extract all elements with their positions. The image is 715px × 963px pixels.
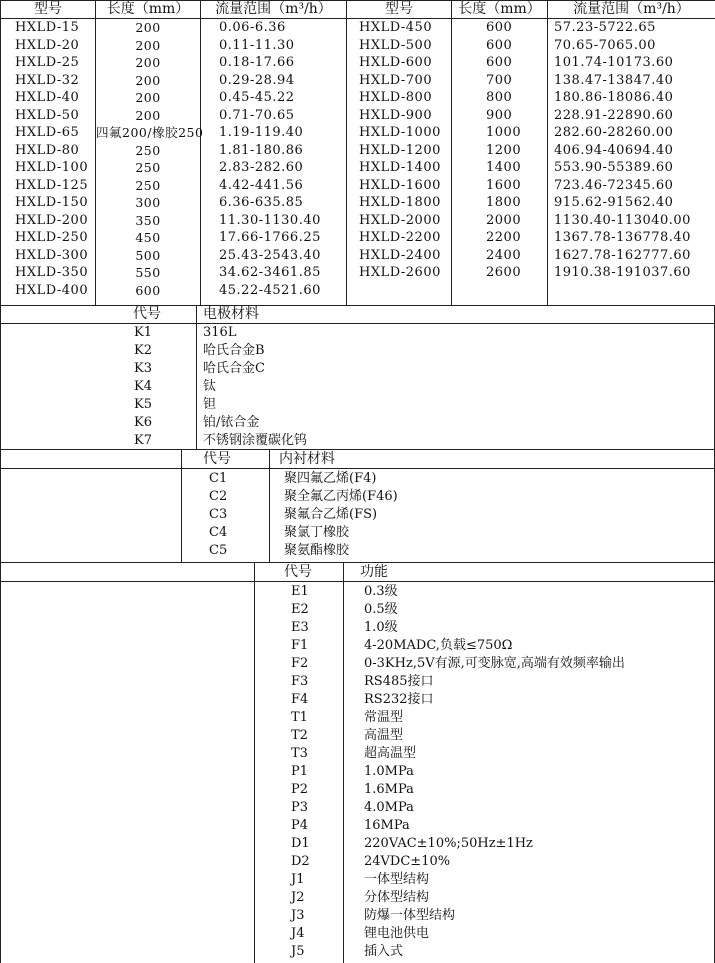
list-item: T2 — [291, 728, 308, 743]
list-item: 200 — [135, 72, 161, 88]
list-item: 1200 — [486, 142, 522, 158]
list-item: 不锈钢涂覆碳化钨 — [203, 433, 308, 448]
header-length-2: 长度（mm） — [452, 1, 548, 19]
list-item: 17.66-1766.25 — [219, 230, 321, 245]
list-item: 0.71-70.65 — [219, 107, 295, 123]
list-item: 插入式 — [364, 944, 404, 959]
list-item: J1 — [291, 872, 305, 887]
list-item: P1 — [291, 764, 309, 779]
electrode-material-header: 电极材料 — [203, 306, 259, 322]
list-item: J4 — [291, 926, 305, 941]
list-item: HXLD-1200 — [359, 142, 441, 158]
left-models — [1, 19, 95, 299]
list-item: 1367.78-136778.40 — [554, 230, 691, 245]
list-item: 200 — [135, 20, 161, 35]
list-item: K6 — [134, 415, 152, 430]
list-item: 2200 — [486, 230, 522, 245]
list-item: HXLD-2400 — [359, 247, 441, 263]
list-item: D1 — [291, 836, 310, 851]
list-item: 钽 — [203, 397, 217, 412]
list-item: J3 — [291, 908, 305, 923]
list-item: J5 — [291, 944, 305, 959]
function-names — [364, 583, 625, 961]
list-item: 45.22-4521.60 — [219, 282, 321, 298]
list-item: E2 — [291, 602, 309, 617]
list-item: 2000 — [486, 212, 522, 228]
list-item: 常温型 — [364, 710, 404, 725]
list-item: 分体型结构 — [364, 890, 430, 905]
list-item: F1 — [291, 638, 309, 653]
list-item: 0.18-17.66 — [219, 55, 295, 70]
list-item: HXLD-50 — [15, 107, 80, 123]
list-item: F3 — [291, 674, 309, 689]
list-item: 220VAC±10%;50Hz±1Hz — [364, 836, 533, 851]
list-item: 101.74-10173.60 — [554, 55, 674, 70]
list-item: 锂电池供电 — [364, 926, 430, 941]
list-item: 200 — [135, 37, 161, 53]
list-item: K3 — [134, 361, 152, 376]
electrode-code-header: 代号 — [133, 306, 161, 322]
list-item: 200 — [135, 107, 161, 123]
list-item: HXLD-40 — [15, 90, 80, 105]
left-lengths — [96, 19, 204, 299]
list-item: 1130.40-113040.00 — [554, 212, 691, 228]
header-model: 型号 — [1, 1, 96, 19]
list-item: 600 — [135, 282, 161, 298]
list-item: HXLD-1400 — [359, 160, 441, 175]
function-codes — [291, 583, 310, 961]
list-item: HXLD-32 — [15, 72, 80, 88]
spec-table — [0, 0, 715, 306]
list-item: D2 — [291, 854, 310, 869]
list-item: 915.62-91562.40 — [554, 195, 674, 210]
list-item: C3 — [209, 507, 228, 522]
list-item: RS232接口 — [364, 692, 434, 707]
list-item: 600 — [486, 55, 513, 70]
list-item: 0.11-11.30 — [219, 37, 295, 53]
list-item: 700 — [486, 72, 513, 88]
list-item: 聚氨酯橡胶 — [284, 543, 350, 558]
list-item: HXLD-600 — [359, 55, 433, 70]
list-item: 553.90-55389.60 — [554, 160, 674, 175]
list-item: 1.81-180.86 — [219, 142, 304, 158]
list-item: HXLD-700 — [359, 72, 433, 88]
list-item: HXLD-900 — [359, 107, 433, 123]
list-item: 250 — [135, 177, 161, 193]
right-lengths — [452, 19, 547, 282]
list-item: J2 — [291, 890, 305, 905]
right-ranges — [548, 19, 715, 282]
list-item: HXLD-300 — [15, 247, 89, 263]
electrode-materials — [203, 324, 307, 450]
list-item: 550 — [135, 265, 161, 280]
list-item: 4.0MPa — [364, 800, 414, 815]
list-item: P3 — [291, 800, 309, 815]
list-item: C4 — [209, 525, 228, 540]
electrode-section — [0, 306, 715, 450]
list-item: HXLD-100 — [15, 160, 89, 175]
list-item: 6.36-635.85 — [219, 195, 304, 210]
list-item: 250 — [135, 142, 161, 158]
list-item: 0.3级 — [364, 584, 398, 599]
list-item: RS485接口 — [364, 674, 434, 689]
list-item: HXLD-800 — [359, 90, 433, 105]
list-item: 0.45-45.22 — [219, 90, 295, 105]
list-item: HXLD-1000 — [359, 125, 441, 140]
list-item: K5 — [134, 397, 152, 412]
list-item: 1600 — [486, 177, 522, 193]
list-item: HXLD-400 — [15, 282, 89, 298]
list-item: 聚全氟乙丙烯(F46) — [284, 489, 398, 504]
list-item: 哈氏合金C — [203, 361, 265, 376]
header-flow-range-2: 流量范围（m³/h） — [548, 1, 715, 19]
list-item: P2 — [291, 782, 309, 797]
list-item: HXLD-1600 — [359, 177, 441, 193]
list-item: HXLD-125 — [15, 177, 89, 193]
list-item: HXLD-65 — [15, 125, 80, 140]
list-item: 600 — [486, 20, 513, 35]
list-item: HXLD-20 — [15, 37, 80, 53]
list-item: T3 — [291, 746, 308, 761]
list-item: 200 — [135, 90, 161, 105]
list-item: 1.19-119.40 — [219, 125, 304, 140]
list-item: 250 — [135, 160, 161, 175]
list-item: 500 — [135, 247, 161, 263]
list-item: 1800 — [486, 195, 522, 210]
list-item: HXLD-1800 — [359, 195, 441, 210]
list-item: 1910.38-191037.60 — [554, 265, 691, 280]
list-item: 900 — [486, 107, 513, 123]
list-item: 200 — [135, 55, 161, 70]
list-item: K7 — [134, 433, 152, 448]
lining-code-header: 代号 — [203, 451, 231, 467]
function-name-header: 功能 — [360, 564, 388, 580]
lining-section — [0, 450, 715, 563]
list-item: 一体型结构 — [364, 872, 430, 887]
list-item: HXLD-250 — [15, 230, 89, 245]
list-item: 138.47-13847.40 — [554, 72, 674, 88]
list-item: C5 — [209, 543, 228, 558]
list-item: HXLD-2600 — [359, 265, 441, 280]
list-item: 300 — [135, 195, 161, 210]
list-item: 2600 — [486, 265, 522, 280]
list-item: HXLD-500 — [359, 37, 433, 53]
list-item: HXLD-150 — [15, 195, 89, 210]
list-item: 57.23-5722.65 — [554, 20, 656, 35]
list-item: 24VDC±10% — [364, 854, 451, 869]
list-item: 350 — [135, 212, 161, 228]
list-item: 600 — [486, 37, 513, 53]
list-item: 70.65-7065.00 — [554, 37, 656, 53]
list-item: 聚氟合乙烯(FS) — [284, 507, 378, 522]
electrode-codes — [134, 324, 152, 450]
header-flow-range: 流量范围（m³/h） — [201, 1, 347, 19]
list-item: 11.30-1130.40 — [219, 212, 321, 228]
list-item: 聚四氟乙烯(F4) — [284, 471, 377, 486]
list-item: F4 — [291, 692, 309, 707]
list-item: 0.29-28.94 — [219, 72, 295, 88]
list-item: 228.91-22890.60 — [554, 107, 674, 123]
list-item: 16MPa — [364, 818, 410, 833]
list-item: 1.6MPa — [364, 782, 414, 797]
list-item: 406.94-40694.40 — [554, 142, 674, 158]
list-item: E1 — [291, 584, 309, 599]
list-item: 316L — [203, 325, 237, 340]
list-item: 282.60-28260.00 — [554, 125, 674, 140]
list-item: 铂/铱合金 — [203, 415, 260, 430]
list-item: HXLD-200 — [15, 212, 89, 228]
list-item: HXLD-450 — [359, 20, 433, 35]
list-item: 1.0MPa — [364, 764, 414, 779]
list-item: HXLD-350 — [15, 265, 89, 280]
left-ranges — [201, 19, 346, 299]
list-item: 0.5级 — [364, 602, 398, 617]
list-item: 180.86-18086.40 — [554, 90, 674, 105]
header-length: 长度（mm） — [96, 1, 201, 19]
list-item: 防爆一体型结构 — [364, 908, 456, 923]
list-item: 超高温型 — [364, 746, 417, 761]
lining-materials — [284, 470, 398, 560]
lining-material-header: 内衬材料 — [279, 451, 335, 467]
list-item: HXLD-25 — [15, 55, 80, 70]
list-item: T1 — [291, 710, 308, 725]
list-item: 4.42-441.56 — [219, 177, 304, 193]
list-item: P4 — [291, 818, 309, 833]
list-item: 2.83-282.60 — [219, 160, 304, 175]
function-code-header: 代号 — [284, 564, 312, 580]
list-item: 1627.78-162777.60 — [554, 247, 691, 263]
function-section — [0, 563, 715, 963]
list-item: 2400 — [486, 247, 522, 263]
list-item: 4-20MADC,负载≤750Ω — [364, 638, 513, 653]
list-item: F2 — [291, 656, 309, 671]
list-item: 450 — [135, 230, 161, 245]
list-item: 1.0级 — [364, 620, 398, 635]
list-item: C2 — [209, 489, 228, 504]
list-item: 0-3KHz,5V有源,可变脉宽,高端有效频率输出 — [364, 656, 625, 671]
right-models — [347, 19, 451, 282]
list-item: HXLD-15 — [15, 20, 80, 35]
lining-codes — [209, 470, 227, 560]
list-item: 哈氏合金B — [203, 343, 265, 358]
list-item: C1 — [209, 471, 228, 486]
list-item: 25.43-2543.40 — [219, 247, 321, 263]
list-item: E3 — [291, 620, 309, 635]
list-item: 0.06-6.36 — [219, 20, 286, 35]
list-item: 800 — [486, 90, 513, 105]
list-item: HXLD-80 — [15, 142, 80, 158]
header-model-2: 型号 — [347, 1, 452, 19]
list-item: 高温型 — [364, 728, 404, 743]
list-item: K2 — [134, 343, 152, 358]
list-item: 聚氯丁橡胶 — [284, 525, 350, 540]
list-item: HXLD-2000 — [359, 212, 441, 228]
list-item: 四氟200/橡胶250 — [96, 125, 204, 140]
list-item: 34.62-3461.85 — [219, 265, 321, 280]
list-item: 723.46-72345.60 — [554, 177, 674, 193]
list-item: 1000 — [486, 125, 522, 140]
list-item: K1 — [134, 325, 152, 340]
list-item: HXLD-2200 — [359, 230, 441, 245]
list-item: K4 — [134, 379, 152, 394]
list-item: 钛 — [203, 379, 217, 394]
list-item: 1400 — [486, 160, 522, 175]
